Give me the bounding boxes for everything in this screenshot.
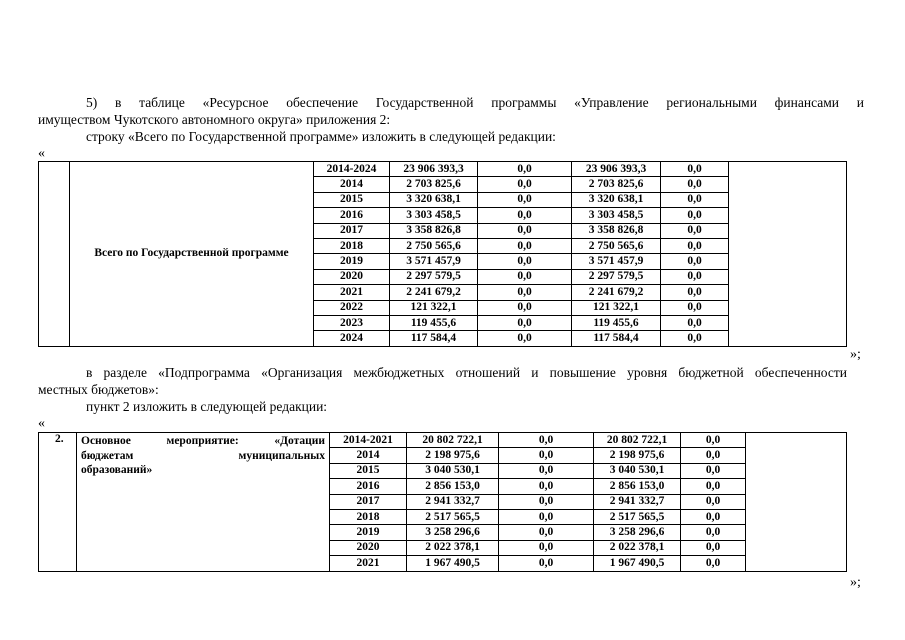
value-cell: 0,0 <box>661 269 729 284</box>
table-row <box>39 162 847 177</box>
value-cell: 0,0 <box>661 208 729 223</box>
total-cell: 23 906 393,3 <box>390 162 478 177</box>
value-cell: 0,0 <box>478 315 572 330</box>
year-cell: 2018 <box>314 238 390 253</box>
year-cell: 2021 <box>314 285 390 300</box>
year-cell: 2014-2024 <box>314 162 390 177</box>
blank-cell <box>39 162 70 347</box>
value-cell: 0,0 <box>661 162 729 177</box>
value-cell: 2 198 975,6 <box>594 448 681 463</box>
intro-line-2: имуществом Чукотского автономного округа» приложения 2: <box>38 112 391 127</box>
value-cell: 0,0 <box>681 525 746 540</box>
value-cell: 0,0 <box>499 509 594 524</box>
value-cell: 0,0 <box>478 192 572 207</box>
value-cell: 0,0 <box>478 331 572 346</box>
total-cell: 3 258 296,6 <box>407 525 499 540</box>
year-cell: 2022 <box>314 300 390 315</box>
value-cell: 0,0 <box>499 540 594 555</box>
value-cell: 0,0 <box>499 463 594 478</box>
quote-close-1: »; <box>850 347 861 362</box>
total-cell: 2 941 332,7 <box>407 494 499 509</box>
value-cell: 0,0 <box>681 463 746 478</box>
year-cell: 2023 <box>314 315 390 330</box>
value-cell: 0,0 <box>681 556 746 571</box>
value-cell: 0,0 <box>499 448 594 463</box>
total-cell: 2 198 975,6 <box>407 448 499 463</box>
value-cell: 0,0 <box>499 479 594 494</box>
value-cell: 0,0 <box>499 556 594 571</box>
value-cell: 0,0 <box>478 162 572 177</box>
total-cell: 1 967 490,5 <box>407 556 499 571</box>
value-cell: 119 455,6 <box>572 315 661 330</box>
total-cell: 3 571 457,9 <box>390 254 478 269</box>
value-cell: 0,0 <box>661 315 729 330</box>
value-cell: 0,0 <box>681 433 746 448</box>
total-cell: 3 040 530,1 <box>407 463 499 478</box>
value-cell: 0,0 <box>478 177 572 192</box>
value-cell: 0,0 <box>661 300 729 315</box>
value-cell: 0,0 <box>661 285 729 300</box>
year-cell: 2017 <box>314 223 390 238</box>
value-cell: 0,0 <box>478 208 572 223</box>
value-cell: 2 241 679,2 <box>572 285 661 300</box>
section2-line-2: местных бюджетов»: <box>38 382 159 397</box>
value-cell: 3 303 458,5 <box>572 208 661 223</box>
year-cell: 2014 <box>314 177 390 192</box>
year-cell: 2016 <box>330 479 407 494</box>
year-cell: 2014 <box>330 448 407 463</box>
year-cell: 2020 <box>314 269 390 284</box>
value-cell: 3 320 638,1 <box>572 192 661 207</box>
value-cell: 0,0 <box>661 254 729 269</box>
total-cell: 119 455,6 <box>390 315 478 330</box>
total-cell: 2 297 579,5 <box>390 269 478 284</box>
value-cell: 121 322,1 <box>572 300 661 315</box>
value-cell: 0,0 <box>661 238 729 253</box>
table-row <box>39 433 847 448</box>
year-cell: 2020 <box>330 540 407 555</box>
year-cell: 2014-2021 <box>330 433 407 448</box>
total-cell: 2 856 153,0 <box>407 479 499 494</box>
total-cell: 20 802 722,1 <box>407 433 499 448</box>
total-cell: 2 703 825,6 <box>390 177 478 192</box>
activity-table <box>38 432 847 572</box>
value-cell: 0,0 <box>681 479 746 494</box>
value-cell: 0,0 <box>499 494 594 509</box>
value-cell: 0,0 <box>478 223 572 238</box>
value-cell: 2 703 825,6 <box>572 177 661 192</box>
quote-open-1: « <box>38 146 45 161</box>
blank-cell <box>729 162 847 347</box>
value-cell: 0,0 <box>478 300 572 315</box>
total-cell: 2 517 565,5 <box>407 509 499 524</box>
total-cell: 2 022 378,1 <box>407 540 499 555</box>
section2-line-1: в разделе «Подпрограмма «Организация межбюджетных отношений и повышение уровня бюджетной обеспеченности <box>86 365 847 380</box>
value-cell: 2 297 579,5 <box>572 269 661 284</box>
year-cell: 2017 <box>330 494 407 509</box>
year-cell: 2018 <box>330 509 407 524</box>
item-description <box>77 433 330 572</box>
total-cell: 3 320 638,1 <box>390 192 478 207</box>
program-total-label: Всего по Государственной программе <box>70 162 314 347</box>
year-cell: 2016 <box>314 208 390 223</box>
year-cell: 2021 <box>330 556 407 571</box>
quote-open-2: « <box>38 416 45 431</box>
blank-cell <box>746 433 847 572</box>
value-cell: 0,0 <box>661 192 729 207</box>
description-line: Основное мероприятие: «Дотации <box>81 435 325 447</box>
year-cell: 2019 <box>330 525 407 540</box>
total-cell: 2 750 565,6 <box>390 238 478 253</box>
value-cell: 2 856 153,0 <box>594 479 681 494</box>
value-cell: 23 906 393,3 <box>572 162 661 177</box>
value-cell: 0,0 <box>478 254 572 269</box>
item-number: 2. <box>39 433 77 572</box>
value-cell: 0,0 <box>681 540 746 555</box>
value-cell: 20 802 722,1 <box>594 433 681 448</box>
year-cell: 2024 <box>314 331 390 346</box>
value-cell: 2 022 378,1 <box>594 540 681 555</box>
description-line: образований» <box>81 464 153 476</box>
value-cell: 2 517 565,5 <box>594 509 681 524</box>
total-cell: 2 241 679,2 <box>390 285 478 300</box>
value-cell: 0,0 <box>661 177 729 192</box>
year-cell: 2019 <box>314 254 390 269</box>
value-cell: 117 584,4 <box>572 331 661 346</box>
value-cell: 1 967 490,5 <box>594 556 681 571</box>
value-cell: 0,0 <box>681 448 746 463</box>
value-cell: 0,0 <box>499 525 594 540</box>
total-cell: 117 584,4 <box>390 331 478 346</box>
description-line: бюджетам муниципальных <box>81 449 325 462</box>
value-cell: 0,0 <box>499 433 594 448</box>
value-cell: 0,0 <box>681 494 746 509</box>
value-cell: 3 258 296,6 <box>594 525 681 540</box>
intro-line-1: 5) в таблице «Ресурсное обеспечение Государственной программы «Управление региональными финансами и <box>86 95 864 110</box>
total-cell: 121 322,1 <box>390 300 478 315</box>
value-cell: 3 358 826,8 <box>572 223 661 238</box>
totals-table <box>38 161 847 347</box>
value-cell: 2 941 332,7 <box>594 494 681 509</box>
total-cell: 3 358 826,8 <box>390 223 478 238</box>
value-cell: 3 571 457,9 <box>572 254 661 269</box>
quote-close-2: »; <box>850 575 861 590</box>
value-cell: 0,0 <box>478 238 572 253</box>
intro-line-3: строку «Всего по Государственной программе» изложить в следующей редакции: <box>86 129 556 144</box>
year-cell: 2015 <box>330 463 407 478</box>
section2-line-3: пункт 2 изложить в следующей редакции: <box>86 399 328 414</box>
value-cell: 0,0 <box>681 509 746 524</box>
value-cell: 3 040 530,1 <box>594 463 681 478</box>
total-cell: 3 303 458,5 <box>390 208 478 223</box>
value-cell: 0,0 <box>478 285 572 300</box>
year-cell: 2015 <box>314 192 390 207</box>
value-cell: 2 750 565,6 <box>572 238 661 253</box>
value-cell: 0,0 <box>661 223 729 238</box>
value-cell: 0,0 <box>478 269 572 284</box>
value-cell: 0,0 <box>661 331 729 346</box>
